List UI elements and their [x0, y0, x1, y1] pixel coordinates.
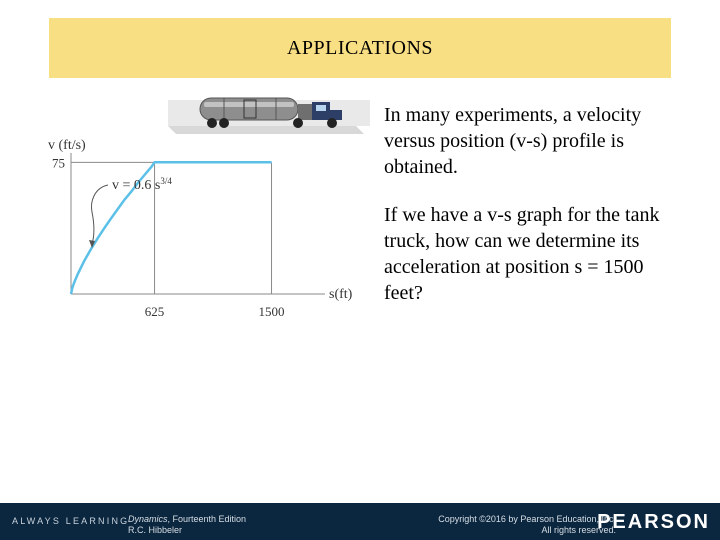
slide-title: APPLICATIONS	[286, 36, 434, 59]
cab-window	[316, 105, 326, 111]
book-title: Dynamics	[128, 514, 168, 524]
x-tick-label: 625	[144, 304, 165, 319]
x-tick-label: 1500	[258, 304, 285, 319]
book-edition: , Fourteenth Edition	[167, 514, 247, 524]
truck-connector	[298, 104, 312, 120]
copyright-notice	[356, 514, 616, 536]
truck-wheel	[207, 118, 217, 128]
y-tick-label: 75	[52, 155, 65, 171]
truck-wheel	[293, 118, 303, 128]
truck-wheel	[327, 118, 337, 128]
body-text	[384, 102, 684, 306]
tank-highlight	[204, 102, 294, 107]
title-bar	[49, 18, 671, 78]
vs-figure	[40, 88, 370, 328]
pearson-logo: PEARSON	[597, 511, 710, 533]
always-learning-label: ALWAYS LEARNING	[12, 516, 130, 526]
y-axis-label: v (ft/s)	[48, 138, 86, 153]
book-author: R.C. Hibbeler	[128, 525, 183, 535]
book-credit	[128, 514, 246, 536]
curve-annotation: v = 0.6 $s^{3/4}$	[112, 176, 172, 193]
tank-body	[200, 98, 298, 120]
copyright-line-1: Copyright ©2016 by Pearson Education, Inc.	[438, 514, 616, 524]
vs-chart	[40, 88, 370, 328]
paragraph-intro: In many experiments, a velocity versus position (v-s) profile is obtained.	[384, 104, 642, 178]
copyright-line-2: All rights reserved.	[541, 525, 616, 535]
tank-truck-illustration	[168, 98, 370, 134]
paragraph-question: If we have a v-s graph for the tank truck, how can we determine its acceleration at position s = 1500 feet?	[384, 204, 660, 304]
truck-wheel	[219, 118, 229, 128]
x-axis-label: s(ft)	[329, 287, 353, 302]
footer-bar	[0, 503, 720, 540]
